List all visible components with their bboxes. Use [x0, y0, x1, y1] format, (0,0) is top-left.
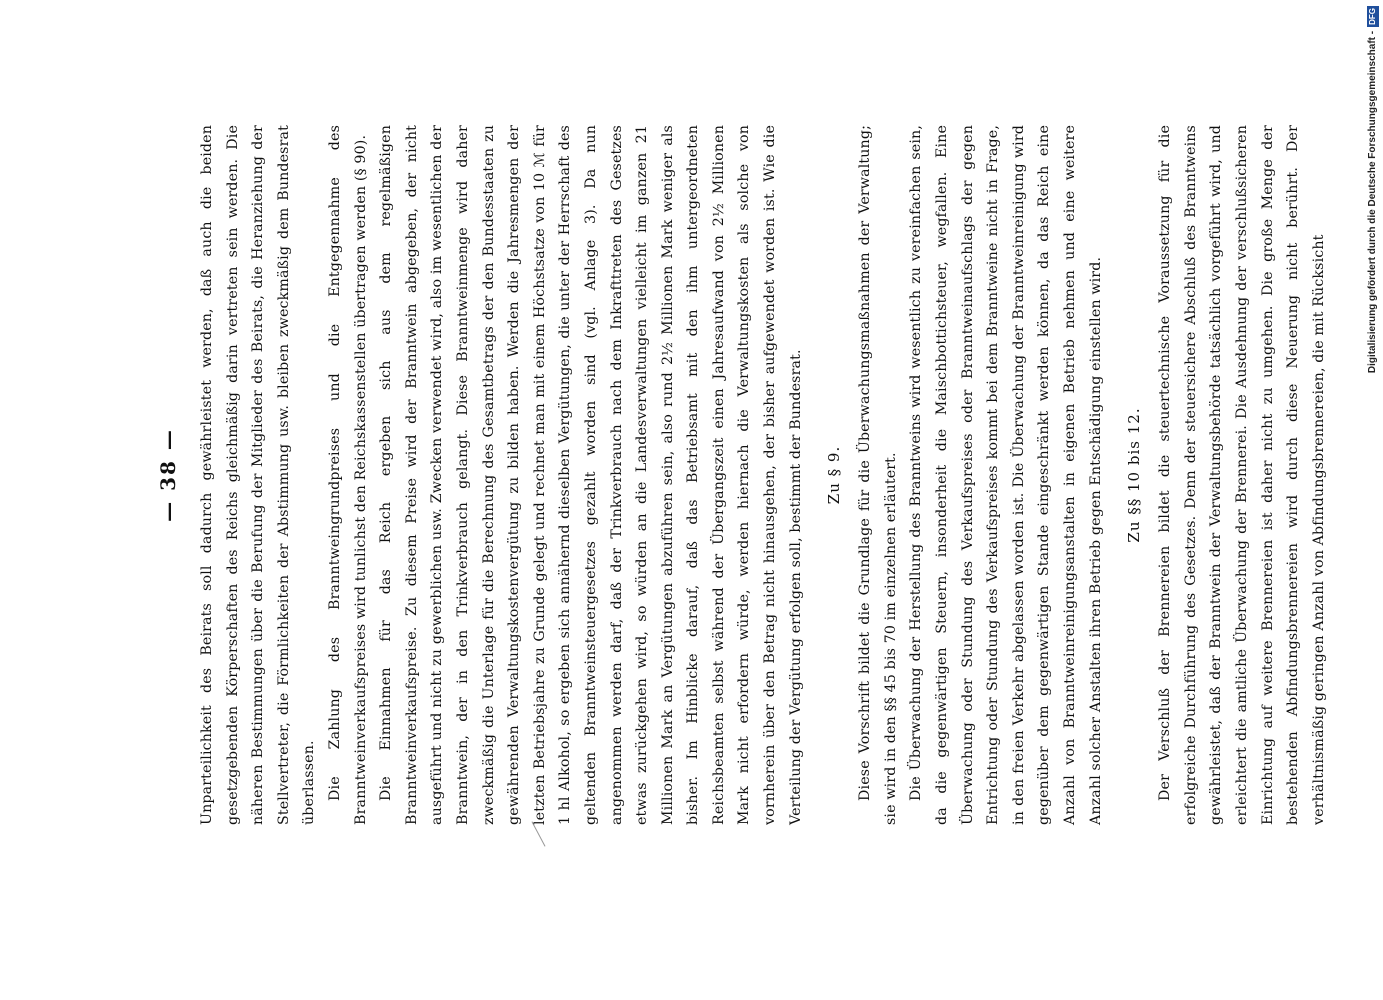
digitization-credit-text-row — [1366, 6, 1380, 394]
digitization-credit — [1366, 6, 1380, 394]
paragraph-ueberwachung: Die Überwachung der Herstellung des Branntweins wird wesentlich zu vereinfachen sein, da die gegenwärtigen Steuern, insonderheit die Maischbottichsteuer, wegfallen. Eine Überwachung oder Stundung des Verkaufspreises oder Branntweinaufschlags der gegen Entrichtung oder Stundung des Verkaufspreises kommt bei dem Branntweine nicht in Frage, in den freien Verkehr abgelassen worden ist. Die Überwachung der Branntweinreinigung wird gegenüber dem gegenwärtigen Stande eingeschränkt werden können, da das Reich eine Anzahl von Branntweinreinigungsanstalten in eigenen Betrieb nehmen und eine weitere Anzahl solcher Anstalten ihren Betrieb gegen Entschädigung einstellen wird. — [908, 125, 1104, 825]
paragraph-zahlung: Die Zahlung des Branntweingrundpreises und die Entgegennahme des Branntweinverkaufspreises wird tunlichst den Reichskassenstellen übertragen werden (§ 90). — [326, 125, 369, 825]
paragraph-beirat: Unparteilichkeit des Beirats soll dadurch gewährleistet werden, daß auch die beiden gesetzgebenden Körperschaften des Reichs gleichmäßig darin vertreten sein werden. Die näheren Bestimmungen über die Berufung der Mitglieder des Beirats, die Heranziehung der Stellvertreter, die Förmlichkeiten der Abstimmung usw. bleiben zweckmäßig dem Bundesrat überlassen. — [199, 125, 318, 825]
rotated-text-block — [155, 125, 1327, 825]
paragraph-einnahmen: Die Einnahmen für das Reich ergeben sich aus dem regelmäßigen Branntweinverkaufspreise. Zu diesem Preise wird der Branntwein abgegeben, der nicht ausgeführt und nicht zu gewerblichen usw. Zwecken verwendet wird, also im wesentlichen der Branntwein, der in den Trinkverbrauch gelangt. Diese Branntweinmenge wird daher zweckmäßig die Unterlage für die Berechnung des Gesamtbetrags der den Bundesstaaten zu gewährenden Verwaltungskostenvergütung zu bilden haben. Werden die Jahresmengen der letzten Betriebsjahre zu Grunde gelegt und rechnet man mit einem Höchstsatze von 10 ℳ für 1 hl Alkohol, so ergeben sich annähernd dieselben Vergütungen, die unter der Herrschaft des geltenden Branntweinsteuergesetzes gezahlt worden sind (vgl. Anlage 3). Da nun angenommen werden darf, daß der Trinkverbrauch nach dem Inkrafttreten des Gesetzes etwas zurückgehen wird, so würden an die Landesverwaltungen vielleicht im ganzen 21 Millionen Mark an Vergütungen abzuführen sein, also rund 2½ Millionen Mark weniger als bisher. Im Hinblicke darauf, daß das Betriebsamt mit den ihm untergeordneten Reichsbeamten selbst während der Übergangszeit einen Jahresaufwand von 2½ Millionen Mark nicht erfordern würde, werden hiernach die Verwaltungskosten als solche von vornherein über den Betrag nicht hinausgehen, der bisher aufgewendet worden ist. Wie die Verteilung der Vergütung erfolgen soll, bestimmt der Bundesrat. — [378, 125, 804, 825]
paragraph-grundlage: Diese Vorschrift bildet die Grundlage für die Überwachungsmaßnahmen der Verwaltung; sie wird in den §§ 45 bis 70 im einzelnen erläutert. — [857, 125, 899, 825]
dfg-logo: DFG — [1368, 8, 1377, 25]
digitization-credit-text: Digitalisierung gefördert durch die Deutsche Forschungsgemeinschaft - — [1367, 30, 1378, 374]
section-heading-par9: Zu § 9. — [825, 445, 844, 505]
section-heading-par10-12: Zu §§ 10 bis 12. — [1125, 407, 1144, 543]
page-number: — 38 — — [156, 428, 180, 522]
paragraph-verschluss: Der Verschluß der Brennereien bildet die steuertechnische Voraussetzung für die erfolgreiche Durchführung des Gesetzes. Denn der steuersichere Abschluß des Branntweins gewährleistet, daß der Branntwein der Verwaltungsbehörde tatsächlich vorgeführt wird, und erleichtert die amtliche Überwachung der Brennerei. Die Ausdehnung der verschlußsicheren Einrichtung auf weitere Brennereien ist daher nicht zu umgehen. Die große Menge der bestehenden Abfindungsbrennereien wird durch diese Neuerung nicht berührt. Der verhältnismäßig geringen Anzahl von Abfindungsbrennereien, die mit Rücksicht — [1157, 125, 1327, 825]
scan-artifact-line — [531, 821, 545, 846]
